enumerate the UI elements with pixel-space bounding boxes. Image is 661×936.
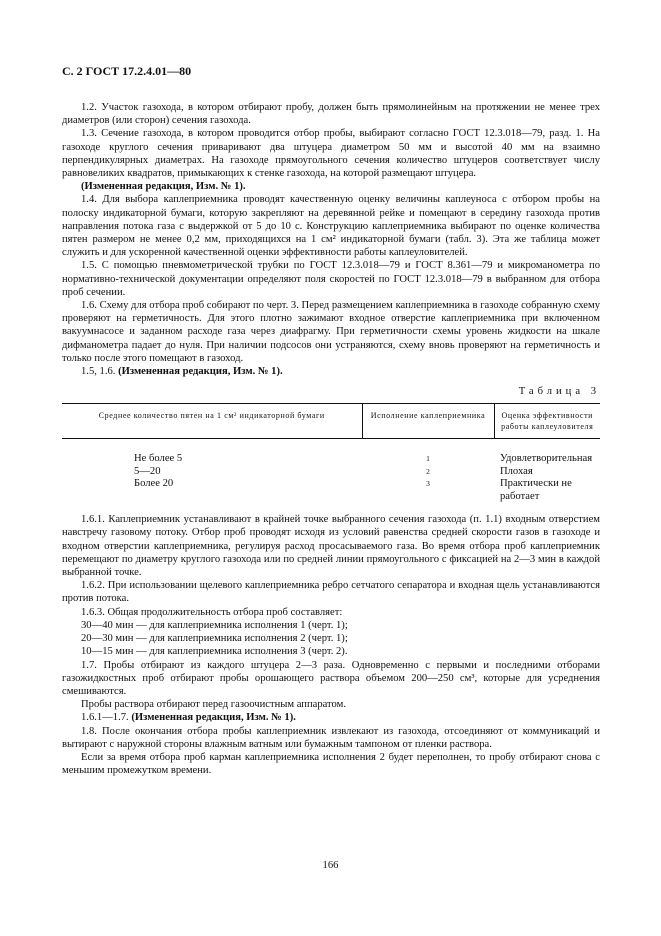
table-row-spots: Не более 5 bbox=[134, 453, 183, 465]
paragraph-1-4: 1.4. Для выбора каплеприемника проводят качественную оценку величины каплеуноса с отбором пробы на полоску индикаторной бумаги, которую закрепляют на деревянной рейке и помещают в середину газохода против направления потока газа с выдержкой от 5 до 10 с. Конструкцию каплеприемника выбирают по оценке количества пятен размером не менее 0,2 мм, приходящихся на 1 см² индикаторной бумаги (табл. 3). Эта же таблица может служить и для ускоренной качественной оценки эффективности работы каплеуловителей. bbox=[62, 194, 600, 259]
paragraph-1-6-2: 1.6.2. При использовании щелевого каплеприемника ребро сетчатого сепаратора и входная щель устанавливаются против потока. bbox=[62, 580, 600, 605]
paragraph-1-6-3: 1.6.3. Общая продолжительность отбора проб составляет: bbox=[81, 606, 343, 618]
paragraph-1-7: 1.7. Пробы отбирают из каждого штуцера 2—3 раза. Одновременно с первыми и последними отборами газожидкостных проб отбирают пробы орошающего раствора объемом 200—250 см³, которые для усреднения смешиваются. bbox=[62, 659, 600, 697]
paragraph-1-8-note: Если за время отбора проб карман каплеприемника исполнения 2 будет переполнен, то пробу отбирают снова с меньшим промежутком времени. bbox=[62, 751, 600, 777]
amendment-prefix: 1.6.1—1.7. bbox=[81, 712, 129, 724]
amendment-note bbox=[62, 711, 600, 724]
table-caption: Таблица 3 bbox=[518, 386, 600, 398]
amendment-text: (Измененная редакция, Изм. № 1). bbox=[118, 366, 283, 378]
table-row-efficiency: Плохая bbox=[500, 465, 533, 477]
table-cell bbox=[362, 439, 494, 504]
paragraph-1-7-note: Пробы раствора отбирают перед газоочистным аппаратом. bbox=[81, 699, 346, 711]
duration-item: 30—40 мин — для каплеприемника исполнения 1 (черт. 1); bbox=[81, 619, 348, 631]
amendment-text: (Измененная редакция, Изм. № 1). bbox=[131, 712, 296, 724]
duration-item: 20—30 мин — для каплеприемника исполнения 2 (черт. 1); bbox=[81, 633, 348, 645]
table-row-version: 2 bbox=[426, 466, 430, 476]
table-3 bbox=[62, 403, 600, 503]
table-cell bbox=[494, 439, 600, 504]
table-cell bbox=[62, 439, 362, 504]
document-page bbox=[62, 64, 600, 777]
duration-item: 10—15 мин — для каплеприемника исполнения 3 (черт. 2). bbox=[81, 646, 348, 658]
table-row-spots: Более 20 bbox=[134, 478, 174, 490]
paragraph-1-3: 1.3. Сечение газохода, в котором проводится отбор пробы, выбирают согласно ГОСТ 12.3.018—79, разд. 1. На газоходе круглого сечения приваривают два штуцера диаметром 50 мм и высотой 40 мм на взаимно перпендикулярных диаметрах. На газоходе прямоугольного сечения количество штуцеров соответствует числу равновеликих квадратов, примыкающих к стенке газохода, на которой размещают штуцера. bbox=[62, 128, 600, 180]
table-row-efficiency: Удовлетворительная bbox=[500, 453, 593, 465]
table-row-version: 1 bbox=[426, 454, 430, 464]
table-row-spots: 5—20 bbox=[134, 465, 161, 477]
paragraph-1-5: 1.5. С помощью пневмометрической трубки по ГОСТ 12.3.018—79 и ГОСТ 8.361—79 и микроманометра по нормативно-технической документации определяют поля скоростей по ГОСТ 12.3.018—79 в выбранном для отбора проб сечении. bbox=[62, 260, 600, 298]
paragraph-1-8: 1.8. После окончания отбора пробы каплеприемник извлекают из газохода, отсоединяют от коммуникаций и вытирают с наружной стороны влажным ватным или бумажным тампоном от пленки раствора. bbox=[62, 725, 600, 750]
amendment-text: (Измененная редакция, Изм. № 1). bbox=[81, 181, 246, 193]
table-header-version: Исполнение каплеприемника bbox=[362, 404, 494, 439]
paragraph-1-6-1: 1.6.1. Каплеприемник устанавливают в крайней точке выбранного сечения газохода (п. 1.1) входным отверстием навстречу газовому потоку. Отбор проб проводят исходя из условий равенства средней скорости газов в газоходе и входном отверстии каплеприемника, регулируя расход просасываемого газа. Во время отбора проб каплеприемник перемещают по диаметру круглого газохода или по средней линии прямоугольного с фиксацией на 2—3 мин в каждой выбранной точке. bbox=[62, 514, 600, 579]
table-header-efficiency: Оценка эффективности работы каплеуловителя bbox=[494, 404, 600, 439]
page-header: С. 2 ГОСТ 17.2.4.01—80 bbox=[62, 64, 192, 78]
table-row-efficiency: Практически не работает bbox=[500, 478, 572, 502]
amendment-note bbox=[62, 365, 600, 378]
amendment-prefix: 1.5, 1.6. bbox=[81, 366, 116, 378]
table-header-spots: Среднее количество пятен на 1 см² индикаторной бумаги bbox=[62, 404, 362, 439]
paragraph-1-6: 1.6. Схему для отбора проб собирают по черт. 3. Перед размещением каплеприемника в газоходе собранную схему проверяют на герметичность. Для этого плотно зажимают входное отверстие каплеприемника при включенном вакуумнасосе и заданном расходе газа через диафрагму. При герметичности схемы уровень жидкости на шкале дифманометра падает до нуля. При наличии подсосов они устраняются, схему вновь проверяют на герметичность и только после этого помещают в газоход. bbox=[62, 300, 600, 364]
page-number: 166 bbox=[322, 860, 339, 871]
paragraph-1-2: 1.2. Участок газохода, в котором отбирают пробу, должен быть прямолинейным на протяжении не менее трех диаметров (или сторон) сечения газохода. bbox=[62, 102, 600, 127]
amendment-note bbox=[62, 180, 600, 193]
table-row-version: 3 bbox=[426, 479, 430, 489]
